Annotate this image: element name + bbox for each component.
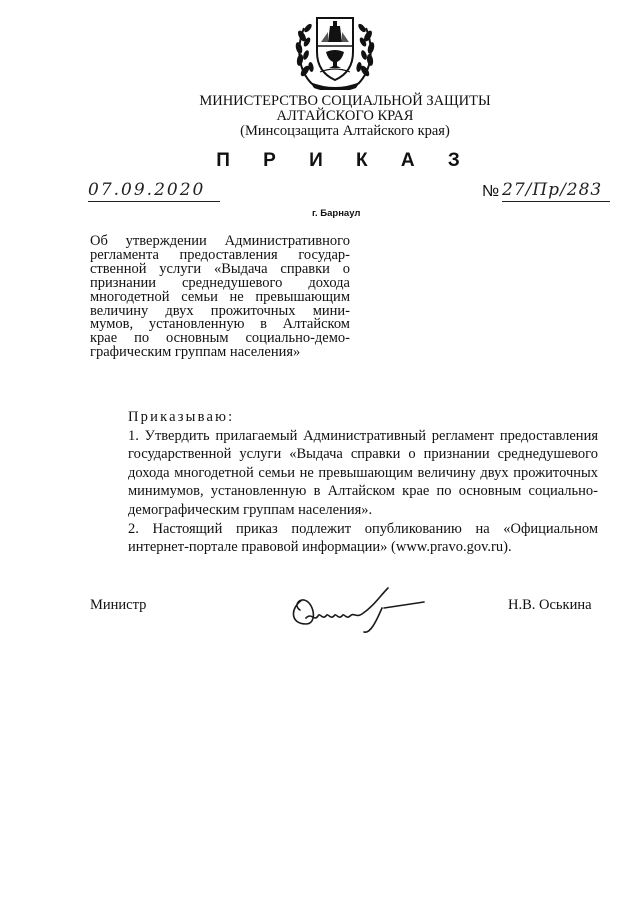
ministry-name-line2: АЛТАЙСКОГО КРАЯ [276,108,414,124]
subject-line: многодетной семьи не превышающим [90,288,350,305]
ministry-header [150,94,540,139]
subject-line: величину двух прожиточных мини- [90,302,350,319]
subject-line: ственной услуги «Выдача справки о [90,260,350,277]
subject-line: признании среднедушевого дохода [90,274,350,291]
order-number-label: № [482,183,500,200]
document-title: П Р И К А З [216,150,474,171]
signatory-role: Министр [90,597,147,613]
order-body [90,408,598,557]
order-item-2: 2. Настоящий приказ подлежит опубликованию на «Официальном интернет-портале правовой информации» (www.pravo.gov.ru). [128,520,598,556]
order-subject [90,235,350,360]
ministry-short-name: (Минсоцзащита Алтайского края) [240,123,450,139]
handwritten-signature [284,578,430,634]
order-number: 27/Пр/283 [502,180,610,202]
order-item-1: 1. Утвердить прилагаемый Административный регламент предоставления государственной услуги «Выдача справки о признании среднедушевого дохода многодетной семьи не превышающим величину двух прожиточных минимумов, установленную в Алтайском крае по основным социально-демографическим группам населения». [128,427,598,518]
subject-line: Об утверждении Административного [90,233,350,249]
city-label: г. Барнаул [312,208,361,219]
order-directive-word: Приказываю: [128,409,235,425]
subject-line: регламента предоставления государ- [90,246,350,263]
subject-line: крае по основным социально-демо- [90,330,350,347]
ministry-name-line1: МИНИСТЕРСТВО СОЦИАЛЬНОЙ ЗАЩИТЫ [199,93,491,109]
coat-of-arms-emblem [290,8,380,90]
signatory-name: Н.В. Оськина [508,597,592,613]
order-date: 07.09.2020 [88,180,220,202]
subject-line: графическим группам населения» [90,344,301,361]
subject-line: мумов, установленную в Алтайском [90,316,350,333]
